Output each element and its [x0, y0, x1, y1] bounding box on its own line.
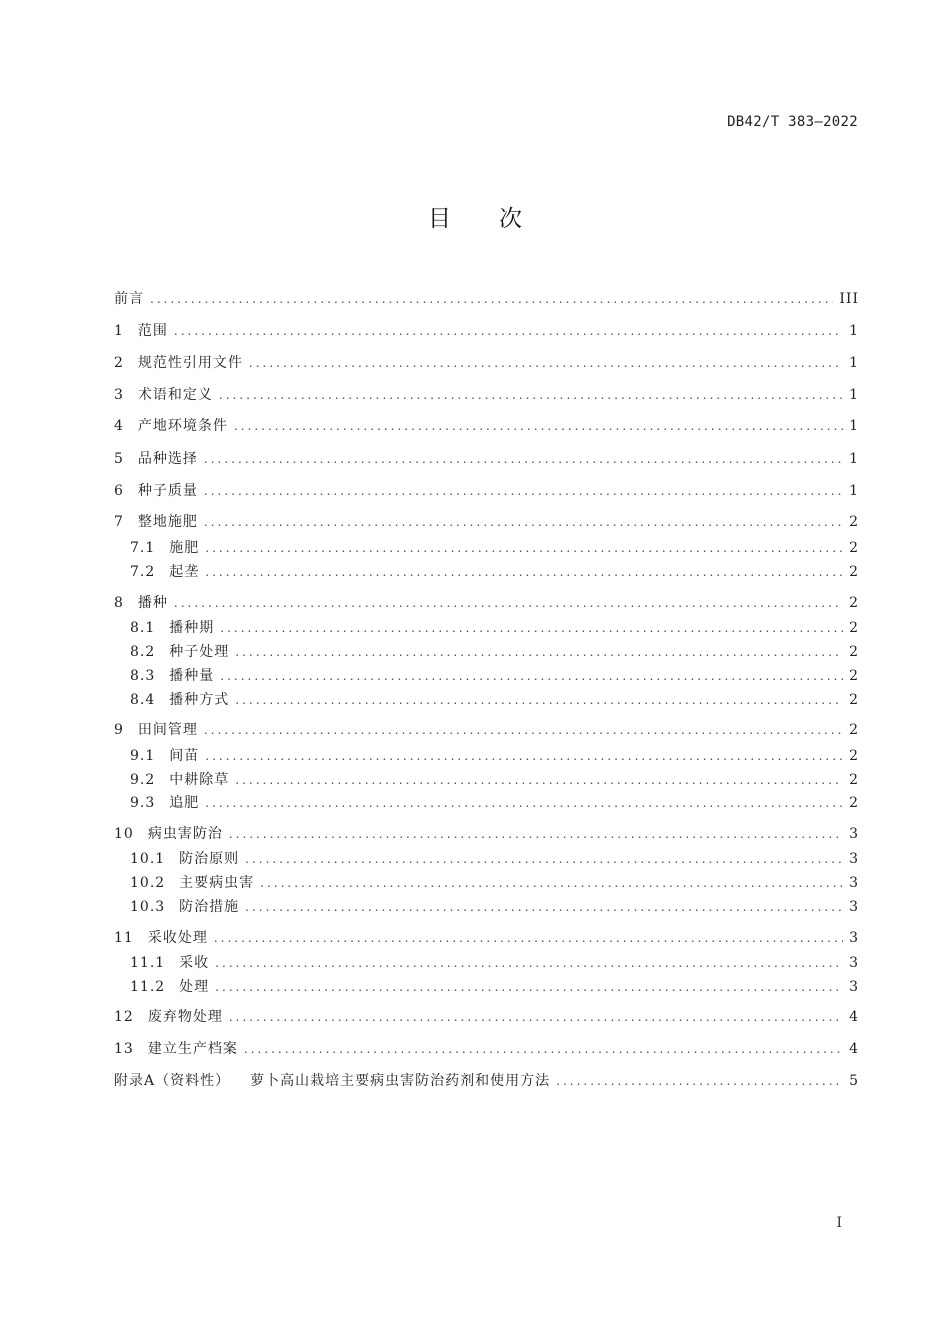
toc-entry-page: 2: [849, 692, 859, 708]
toc-entry-page: 4: [849, 1009, 859, 1025]
toc-leader-dots: [204, 512, 843, 532]
toc-entry-number: 8.1: [130, 620, 156, 636]
toc-leader-dots: [205, 538, 843, 558]
toc-entry-page: 1: [849, 451, 859, 467]
toc-subentry[interactable]: [130, 746, 859, 766]
toc-leader-dots: [556, 1071, 843, 1091]
toc-entry-page: III: [839, 291, 859, 307]
toc-entry-text: 施肥: [169, 540, 200, 556]
toc-entry-text: 中耕除草: [169, 772, 230, 788]
toc-subentry[interactable]: [130, 849, 859, 869]
toc-subentry[interactable]: [130, 666, 859, 686]
toc-entry-text: 建立生产档案: [147, 1041, 238, 1057]
toc-entry-number: 11.2: [130, 979, 166, 995]
toc-entry[interactable]: [114, 1039, 859, 1059]
toc-entry-page: 3: [849, 955, 859, 971]
toc-leader-dots: [244, 1039, 843, 1059]
toc-leader-dots: [215, 953, 843, 973]
toc-leader-dots: [245, 897, 843, 917]
toc-leader-dots: [245, 849, 843, 869]
toc-leader-dots: [220, 618, 843, 638]
toc-entry-page: 2: [849, 668, 859, 684]
toc-entry-text: 播种期: [169, 620, 215, 636]
toc-entry-text: 产地环境条件: [137, 418, 228, 434]
document-code: DB42/T 383—2022: [727, 114, 858, 130]
toc-entry-number: 10.3: [130, 899, 166, 915]
toc-entry-number: 3: [114, 387, 124, 403]
toc-entry[interactable]: [114, 720, 859, 740]
toc-entry[interactable]: [114, 481, 859, 501]
toc-entry-page: 3: [849, 979, 859, 995]
toc-entry-text: 田间管理: [137, 722, 198, 738]
toc-entry-page: 3: [849, 899, 859, 915]
toc-entry[interactable]: [114, 416, 859, 436]
toc-leader-dots: [174, 593, 843, 613]
toc-subentry[interactable]: [130, 770, 859, 790]
toc-subentry[interactable]: [130, 642, 859, 662]
toc-entry-page: 2: [849, 595, 859, 611]
toc-leader-dots: [215, 977, 843, 997]
toc-entry-number: 9: [114, 722, 124, 738]
toc-entry-text: 处理: [179, 979, 210, 995]
toc-subentry[interactable]: [130, 562, 859, 582]
toc-entry-number: 10.2: [130, 875, 166, 891]
toc-entry[interactable]: [114, 353, 859, 373]
toc-entry-text: 播种方式: [169, 692, 230, 708]
toc-entry-text: 术语和定义: [137, 387, 213, 403]
toc-entry-page: 2: [849, 564, 859, 580]
toc-entry-number: 10.1: [130, 851, 166, 867]
toc-entry-page: 3: [849, 930, 859, 946]
toc-leader-dots: [214, 928, 843, 948]
toc-entry-page: 2: [849, 514, 859, 530]
toc-entry-page: 5: [849, 1073, 859, 1089]
toc-entry-number: 9.3: [130, 795, 156, 811]
toc-entry-page: 2: [849, 722, 859, 738]
toc-entry-text: 防治原则: [179, 851, 240, 867]
toc-leader-dots: [220, 666, 843, 686]
toc-subentry[interactable]: [130, 618, 859, 638]
toc-entry[interactable]: [114, 449, 859, 469]
toc-leader-dots: [229, 1007, 843, 1027]
toc-entry-number: 10: [114, 826, 134, 842]
toc-entry-text: 病虫害防治: [147, 826, 223, 842]
toc-subentry[interactable]: [130, 538, 859, 558]
toc-entry-text: 整地施肥: [137, 514, 198, 530]
toc-leader-dots: [235, 690, 843, 710]
toc-leader-dots: [219, 385, 843, 405]
toc-leader-dots: [150, 289, 833, 309]
toc-list: [114, 0, 859, 1344]
toc-entry[interactable]: [114, 1007, 859, 1027]
toc-leader-dots: [205, 793, 843, 813]
toc-entry-number: 8: [114, 595, 124, 611]
toc-entry-number: 9.2: [130, 772, 156, 788]
toc-entry-text: 种子质量: [137, 483, 198, 499]
toc-entry-number: 7: [114, 514, 124, 530]
toc-appendix-label: 附录A（资料性）: [114, 1073, 231, 1089]
toc-entry-text: 规范性引用文件: [137, 355, 243, 371]
toc-entry-number: 7.1: [130, 540, 156, 556]
toc-entry[interactable]: [114, 824, 859, 844]
toc-entry-page: 3: [849, 875, 859, 891]
toc-entry-text: 播种: [137, 595, 168, 611]
toc-subentry[interactable]: [130, 977, 859, 997]
toc-subentry[interactable]: [130, 690, 859, 710]
toc-entry-text: 主要病虫害: [179, 875, 255, 891]
toc-entry-text: 废弃物处理: [147, 1009, 223, 1025]
toc-entry-page: 1: [849, 387, 859, 403]
toc-subentry[interactable]: [130, 793, 859, 813]
toc-entry-appendix-a[interactable]: [114, 1071, 859, 1091]
toc-entry-page: 2: [849, 644, 859, 660]
toc-entry-text: 追肥: [169, 795, 200, 811]
toc-entry-page: 2: [849, 540, 859, 556]
toc-leader-dots: [229, 824, 843, 844]
toc-leader-dots: [235, 770, 843, 790]
toc-entry[interactable]: [114, 928, 859, 948]
toc-entry-page: 2: [849, 620, 859, 636]
toc-title: 目次: [428, 206, 570, 232]
toc-entry-text: 前言: [114, 291, 144, 307]
toc-entry-number: 7.2: [130, 564, 156, 580]
toc-entry-text: 范围: [137, 323, 168, 339]
toc-entry-number: 12: [114, 1009, 134, 1025]
toc-leader-dots: [249, 353, 843, 373]
toc-entry-number: 9.1: [130, 748, 156, 764]
toc-entry-number: 5: [114, 451, 124, 467]
toc-entry-foreword[interactable]: [114, 289, 859, 309]
toc-entry-page: 1: [849, 483, 859, 499]
toc-leader-dots: [234, 416, 843, 436]
toc-subentry[interactable]: [130, 953, 859, 973]
toc-entry-text: 防治措施: [179, 899, 240, 915]
toc-entry-page: 1: [849, 323, 859, 339]
toc-entry-number: 11: [114, 930, 134, 946]
toc-entry-number: 6: [114, 483, 124, 499]
toc-entry-text: 种子处理: [169, 644, 230, 660]
toc-entry-text: 播种量: [169, 668, 215, 684]
toc-entry-number: 13: [114, 1041, 134, 1057]
toc-entry-number: 2: [114, 355, 124, 371]
toc-entry-text: 起垄: [169, 564, 200, 580]
toc-entry-page: 3: [849, 826, 859, 842]
toc-entry-text: 采收处理: [147, 930, 208, 946]
toc-entry-page: 4: [849, 1041, 859, 1057]
toc-entry-text: 间苗: [169, 748, 200, 764]
toc-entry-page: 2: [849, 795, 859, 811]
toc-entry[interactable]: [114, 385, 859, 405]
toc-leader-dots: [235, 642, 843, 662]
toc-entry-number: 1: [114, 323, 124, 339]
toc-leader-dots: [174, 321, 843, 341]
toc-entry-number: 8.4: [130, 692, 156, 708]
page-number: I: [836, 1215, 842, 1231]
toc-leader-dots: [204, 449, 843, 469]
toc-entry-page: 3: [849, 851, 859, 867]
toc-subentry[interactable]: [130, 897, 859, 917]
toc-entry-number: 4: [114, 418, 124, 434]
toc-entry[interactable]: [114, 512, 859, 532]
toc-leader-dots: [204, 720, 843, 740]
toc-entry-page: 2: [849, 772, 859, 788]
toc-entry-number: 8.3: [130, 668, 156, 684]
toc-subentry[interactable]: [130, 873, 859, 893]
toc-entry-page: 2: [849, 748, 859, 764]
toc-entry-number: 11.1: [130, 955, 166, 971]
toc-leader-dots: [204, 481, 843, 501]
toc-entry-text: 品种选择: [137, 451, 198, 467]
toc-entry-page: 1: [849, 355, 859, 371]
toc-entry-text: 采收: [179, 955, 210, 971]
toc-leader-dots: [205, 746, 843, 766]
toc-leader-dots: [260, 873, 843, 893]
toc-leader-dots: [205, 562, 843, 582]
toc-entry[interactable]: [114, 593, 859, 613]
toc-entry[interactable]: [114, 321, 859, 341]
toc-entry-text: 萝卜高山栽培主要病虫害防治药剂和使用方法: [250, 1073, 551, 1089]
toc-entry-number: 8.2: [130, 644, 156, 660]
toc-entry-page: 1: [849, 418, 859, 434]
